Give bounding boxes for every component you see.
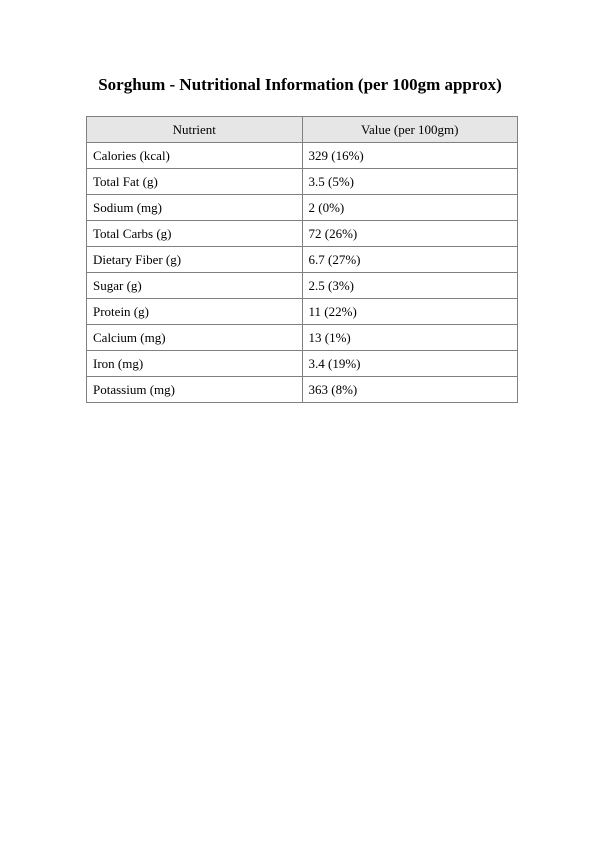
table-row (87, 221, 518, 247)
nutrient-cell: Total Fat (g) (87, 169, 303, 195)
value-cell: 11 (22%) (302, 299, 517, 325)
nutrient-cell: Calcium (mg) (87, 325, 303, 351)
table-row (87, 247, 518, 273)
value-cell: 329 (16%) (302, 143, 517, 169)
table-row (87, 325, 518, 351)
column-header-nutrient: Nutrient (87, 117, 303, 143)
nutrient-cell: Total Carbs (g) (87, 221, 303, 247)
value-cell: 2 (0%) (302, 195, 517, 221)
nutrient-cell: Potassium (mg) (87, 377, 303, 403)
value-cell: 3.4 (19%) (302, 351, 517, 377)
value-cell: 2.5 (3%) (302, 273, 517, 299)
table-row (87, 273, 518, 299)
table-header-row (87, 117, 518, 143)
value-cell: 6.7 (27%) (302, 247, 517, 273)
nutrition-table (86, 116, 518, 403)
nutrient-cell: Sugar (g) (87, 273, 303, 299)
value-cell: 13 (1%) (302, 325, 517, 351)
nutrient-cell: Iron (mg) (87, 351, 303, 377)
value-cell: 72 (26%) (302, 221, 517, 247)
table-row (87, 299, 518, 325)
column-header-value: Value (per 100gm) (302, 117, 517, 143)
table-row (87, 351, 518, 377)
nutrient-cell: Protein (g) (87, 299, 303, 325)
table-row (87, 195, 518, 221)
value-cell: 3.5 (5%) (302, 169, 517, 195)
nutrient-cell: Sodium (mg) (87, 195, 303, 221)
page-title: Sorghum - Nutritional Information (per 100gm approx) (98, 75, 502, 94)
nutrient-cell: Dietary Fiber (g) (87, 247, 303, 273)
nutrient-cell: Calories (kcal) (87, 143, 303, 169)
value-cell: 363 (8%) (302, 377, 517, 403)
table-row (87, 377, 518, 403)
table-row (87, 143, 518, 169)
table-row (87, 169, 518, 195)
